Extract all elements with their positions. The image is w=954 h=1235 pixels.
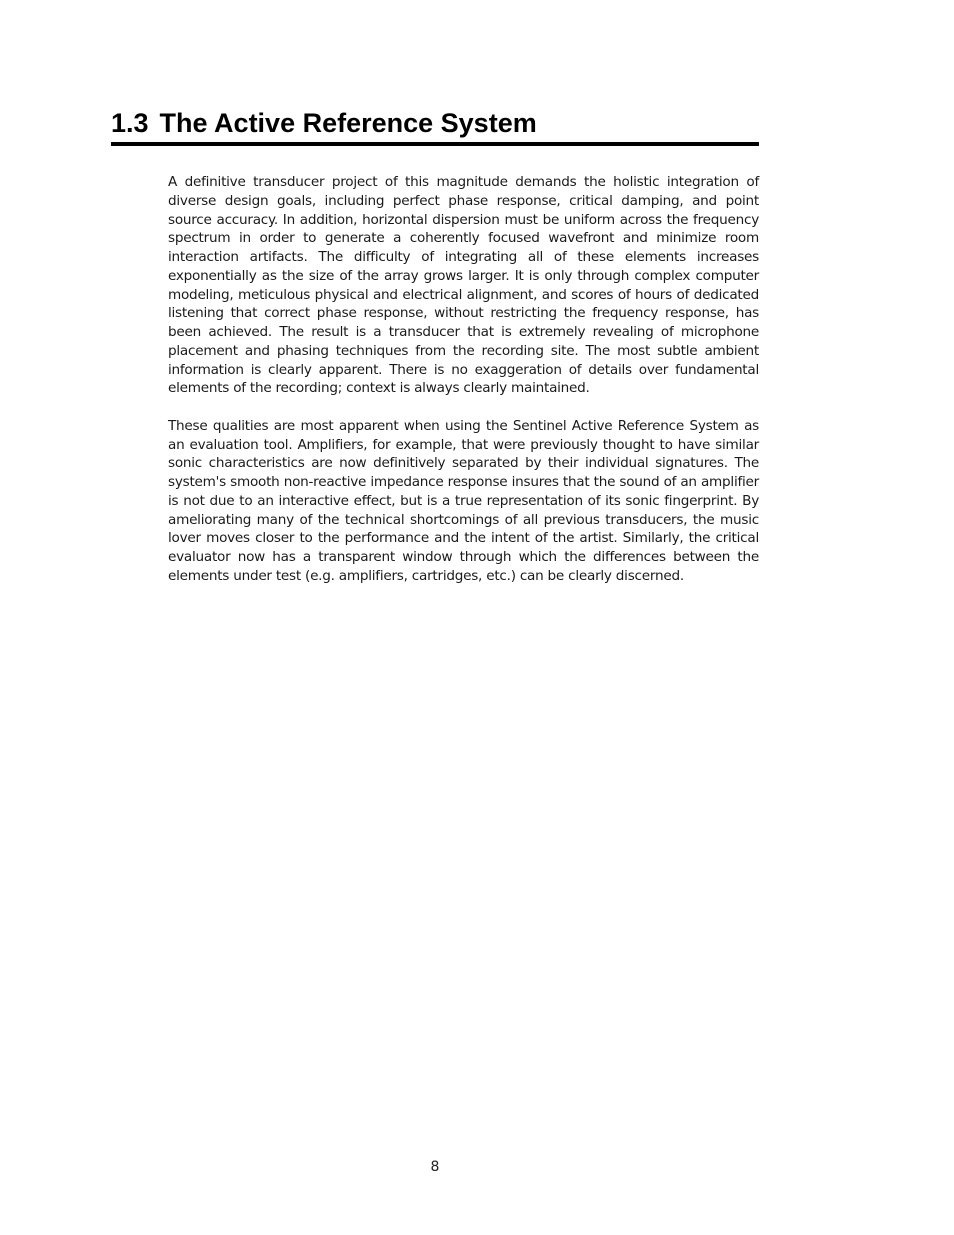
paragraph-1: A definitive transducer project of this magnitude demands the holistic integration of diverse design goals, including perfect phase response, critical damping, and point source accuracy. In addition, horizontal dispersion must be uniform across the frequency spectrum in order to generate a coherently focused wavefront and minimize room interaction artifacts. The difficulty of integrating all of these elements increases exponentially as the size of the array grows larger. It is only through complex computer modeling, meticulous physical and electrical alignment, and scores of hours of dedicated listening that correct phase response, without restricting the frequency response, has been achieved. The result is a transducer that is extremely revealing of microphone placement and phasing techniques from the recording site. The most subtle ambient information is clearly apparent. There is no exaggeration of details over fundamental elements of the recording; context is always clearly maintained. — [168, 174, 759, 397]
body-text — [168, 173, 759, 604]
section-number: 1.3 — [111, 108, 149, 138]
paragraph-2: These qualities are most apparent when using the Sentinel Active Reference System as an evaluation tool. Amplifiers, for example, that were previously thought to have similar sonic characteristics are now definitively separated by their individual signatures. The system's smooth non-reactive impedance response insures that the sound of an amplifier is not due to an interactive effect, but is a true representation of its sonic fingerprint. By ameliorating many of the technical shortcomings of all previous transducers, the music lover moves closer to the performance and the intent of the artist. Similarly, the critical evaluator now has a transparent window through which the differences between the elements under test (e.g. amplifiers, cartridges, etc.) can be clearly discerned. — [168, 417, 759, 584]
section-heading — [111, 106, 759, 146]
section-title: The Active Reference System — [159, 108, 537, 138]
page-number: 8 — [430, 1159, 440, 1175]
